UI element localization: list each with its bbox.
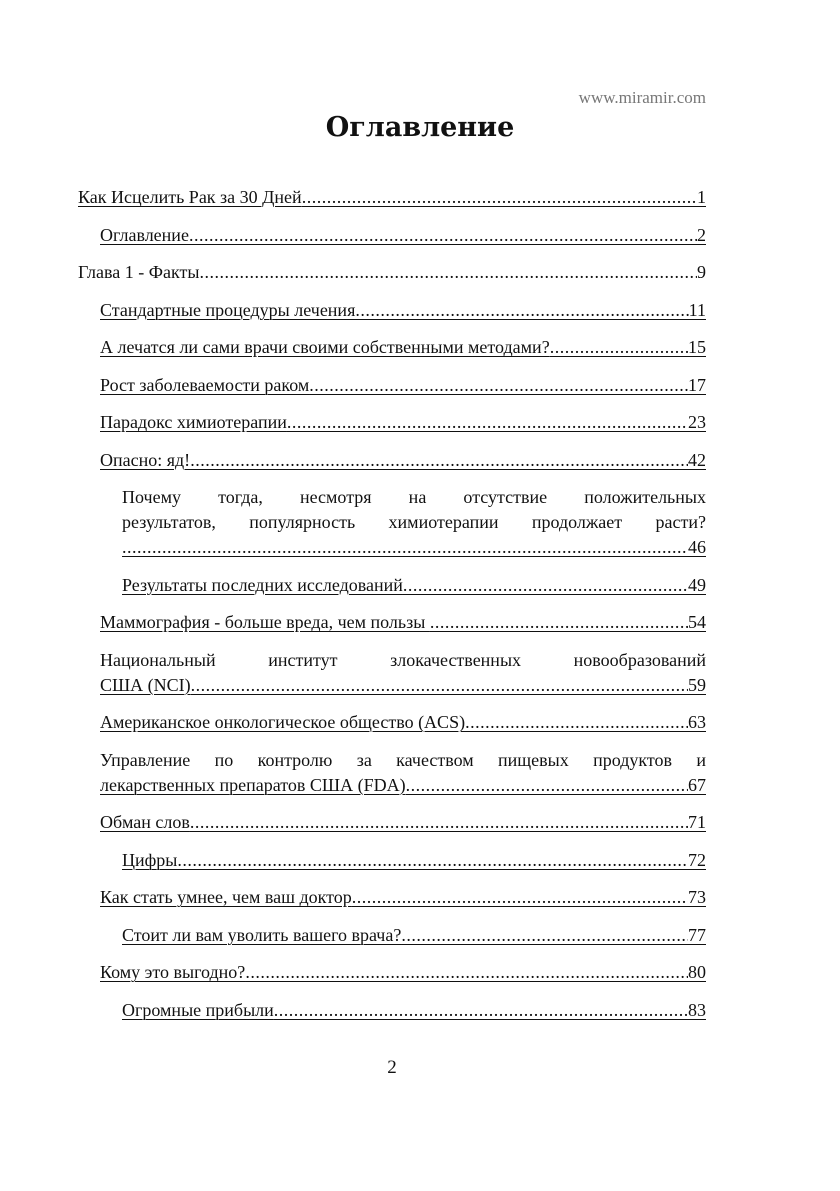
dot-leader	[190, 810, 688, 835]
dot-leader	[245, 960, 688, 985]
toc-entry-page: 73	[688, 887, 706, 907]
toc-entry[interactable]	[78, 848, 706, 873]
dot-leader	[550, 335, 688, 360]
toc-entry[interactable]	[78, 923, 706, 948]
toc-entry-page: 67	[688, 774, 706, 795]
toc-entry-title: Оглавление	[100, 224, 189, 245]
dot-leader	[199, 260, 697, 285]
toc-entry[interactable]	[78, 885, 706, 910]
toc-entry-page: 1	[697, 187, 706, 207]
dot-leader	[355, 298, 688, 323]
dot-leader	[302, 185, 697, 210]
toc-entry-page: 46	[688, 537, 706, 557]
toc-entry-title: Стоит ли вам уволить вашего врача?	[122, 924, 402, 945]
dot-leader	[274, 998, 688, 1023]
page-number: 2	[387, 1057, 397, 1078]
toc-entry-title: Результаты последних исследований	[122, 574, 403, 595]
toc-entry-page: 63	[688, 712, 706, 732]
toc-entry-page: 80	[688, 962, 706, 982]
toc-entry-page: 59	[688, 674, 706, 695]
toc-entry-page: 17	[688, 374, 706, 395]
toc-entry[interactable]	[78, 260, 706, 285]
toc-entry-page: 9	[697, 262, 706, 282]
toc-entry[interactable]	[78, 185, 706, 210]
toc-entry-title: Стандартные процедуры лечения	[100, 299, 356, 320]
toc-entry[interactable]	[78, 960, 706, 985]
website-url: www.miramir.com	[578, 88, 706, 107]
toc-entry-page: 77	[688, 924, 706, 945]
toc-entry-title: Цифры	[122, 849, 178, 870]
dot-leader	[352, 885, 688, 910]
dot-leader	[403, 573, 688, 598]
toc-entry[interactable]	[78, 298, 706, 323]
toc-entry-title: Обман слов	[100, 812, 190, 832]
toc-entry-page: 72	[688, 849, 706, 870]
toc-entry[interactable]	[78, 610, 706, 635]
dot-leader	[309, 373, 688, 398]
toc-entry-page: 54	[688, 612, 706, 632]
dot-leader	[177, 848, 688, 873]
page-title: Оглавление	[325, 112, 515, 143]
toc-entry[interactable]	[78, 998, 706, 1023]
toc-entry-title: Глава 1 - Факты	[78, 262, 200, 282]
dot-leader	[191, 673, 688, 698]
toc-entry-page: 71	[688, 812, 706, 832]
dot-leader	[465, 710, 688, 735]
toc-entry[interactable]	[78, 748, 706, 798]
toc-entry[interactable]	[78, 223, 706, 248]
toc-entry-title: США (NCI)	[100, 674, 191, 695]
toc-entry-title-line: Управление по контролю за качеством пищевых продуктов и	[100, 749, 706, 770]
dot-leader	[406, 773, 688, 798]
toc-entry-title-line: Почему тогда, несмотря на отсутствие положительных	[122, 487, 706, 507]
toc-entry[interactable]	[78, 373, 706, 398]
toc-entry-title: лекарственных препаратов США (FDA)	[100, 774, 406, 795]
dot-leader	[430, 610, 688, 635]
toc-entry-title: Опасно: яд!	[100, 449, 191, 470]
toc-entry-title-line: результатов, популярность химиотерапии продолжает расти?	[122, 512, 706, 532]
dot-leader	[287, 410, 688, 435]
toc-entry-page: 23	[688, 412, 706, 432]
toc-entry-title: Как стать умнее, чем ваш доктор	[100, 887, 352, 907]
dot-leader	[122, 535, 688, 560]
toc-entry-title: Огромные прибыли	[122, 999, 274, 1020]
toc-entry[interactable]	[78, 448, 706, 473]
dot-leader	[189, 223, 697, 248]
toc-entry-title: Рост заболеваемости раком	[100, 374, 310, 395]
table-of-contents	[78, 185, 706, 1035]
toc-entry[interactable]	[78, 710, 706, 735]
dot-leader	[190, 448, 688, 473]
toc-entry-page: 11	[688, 299, 706, 320]
toc-entry-page: 2	[697, 224, 706, 245]
toc-entry-title-line: Национальный институт злокачественных новообразований	[100, 649, 706, 670]
toc-entry[interactable]	[78, 335, 706, 360]
toc-entry-page: 83	[688, 999, 706, 1020]
toc-entry-title: Американское онкологическое общество (ACS)	[100, 712, 466, 732]
toc-entry[interactable]	[78, 573, 706, 598]
toc-entry[interactable]	[78, 648, 706, 698]
toc-entry-title: Парадокс химиотерапии	[100, 412, 287, 432]
toc-entry[interactable]	[78, 810, 706, 835]
toc-entry-page: 49	[688, 574, 706, 595]
toc-entry-title: Как Исцелить Рак за 30 Дней	[78, 187, 302, 207]
dot-leader	[401, 923, 688, 948]
toc-entry[interactable]	[78, 485, 706, 560]
toc-entry-title: А лечатся ли сами врачи своими собственными методами?	[100, 337, 550, 357]
toc-entry-title: Маммография - больше вреда, чем пользы	[100, 612, 430, 632]
toc-entry-page: 42	[688, 449, 706, 470]
toc-entry-title: Кому это выгодно?	[100, 962, 246, 982]
toc-entry-page: 15	[688, 337, 706, 357]
toc-entry[interactable]	[78, 410, 706, 435]
